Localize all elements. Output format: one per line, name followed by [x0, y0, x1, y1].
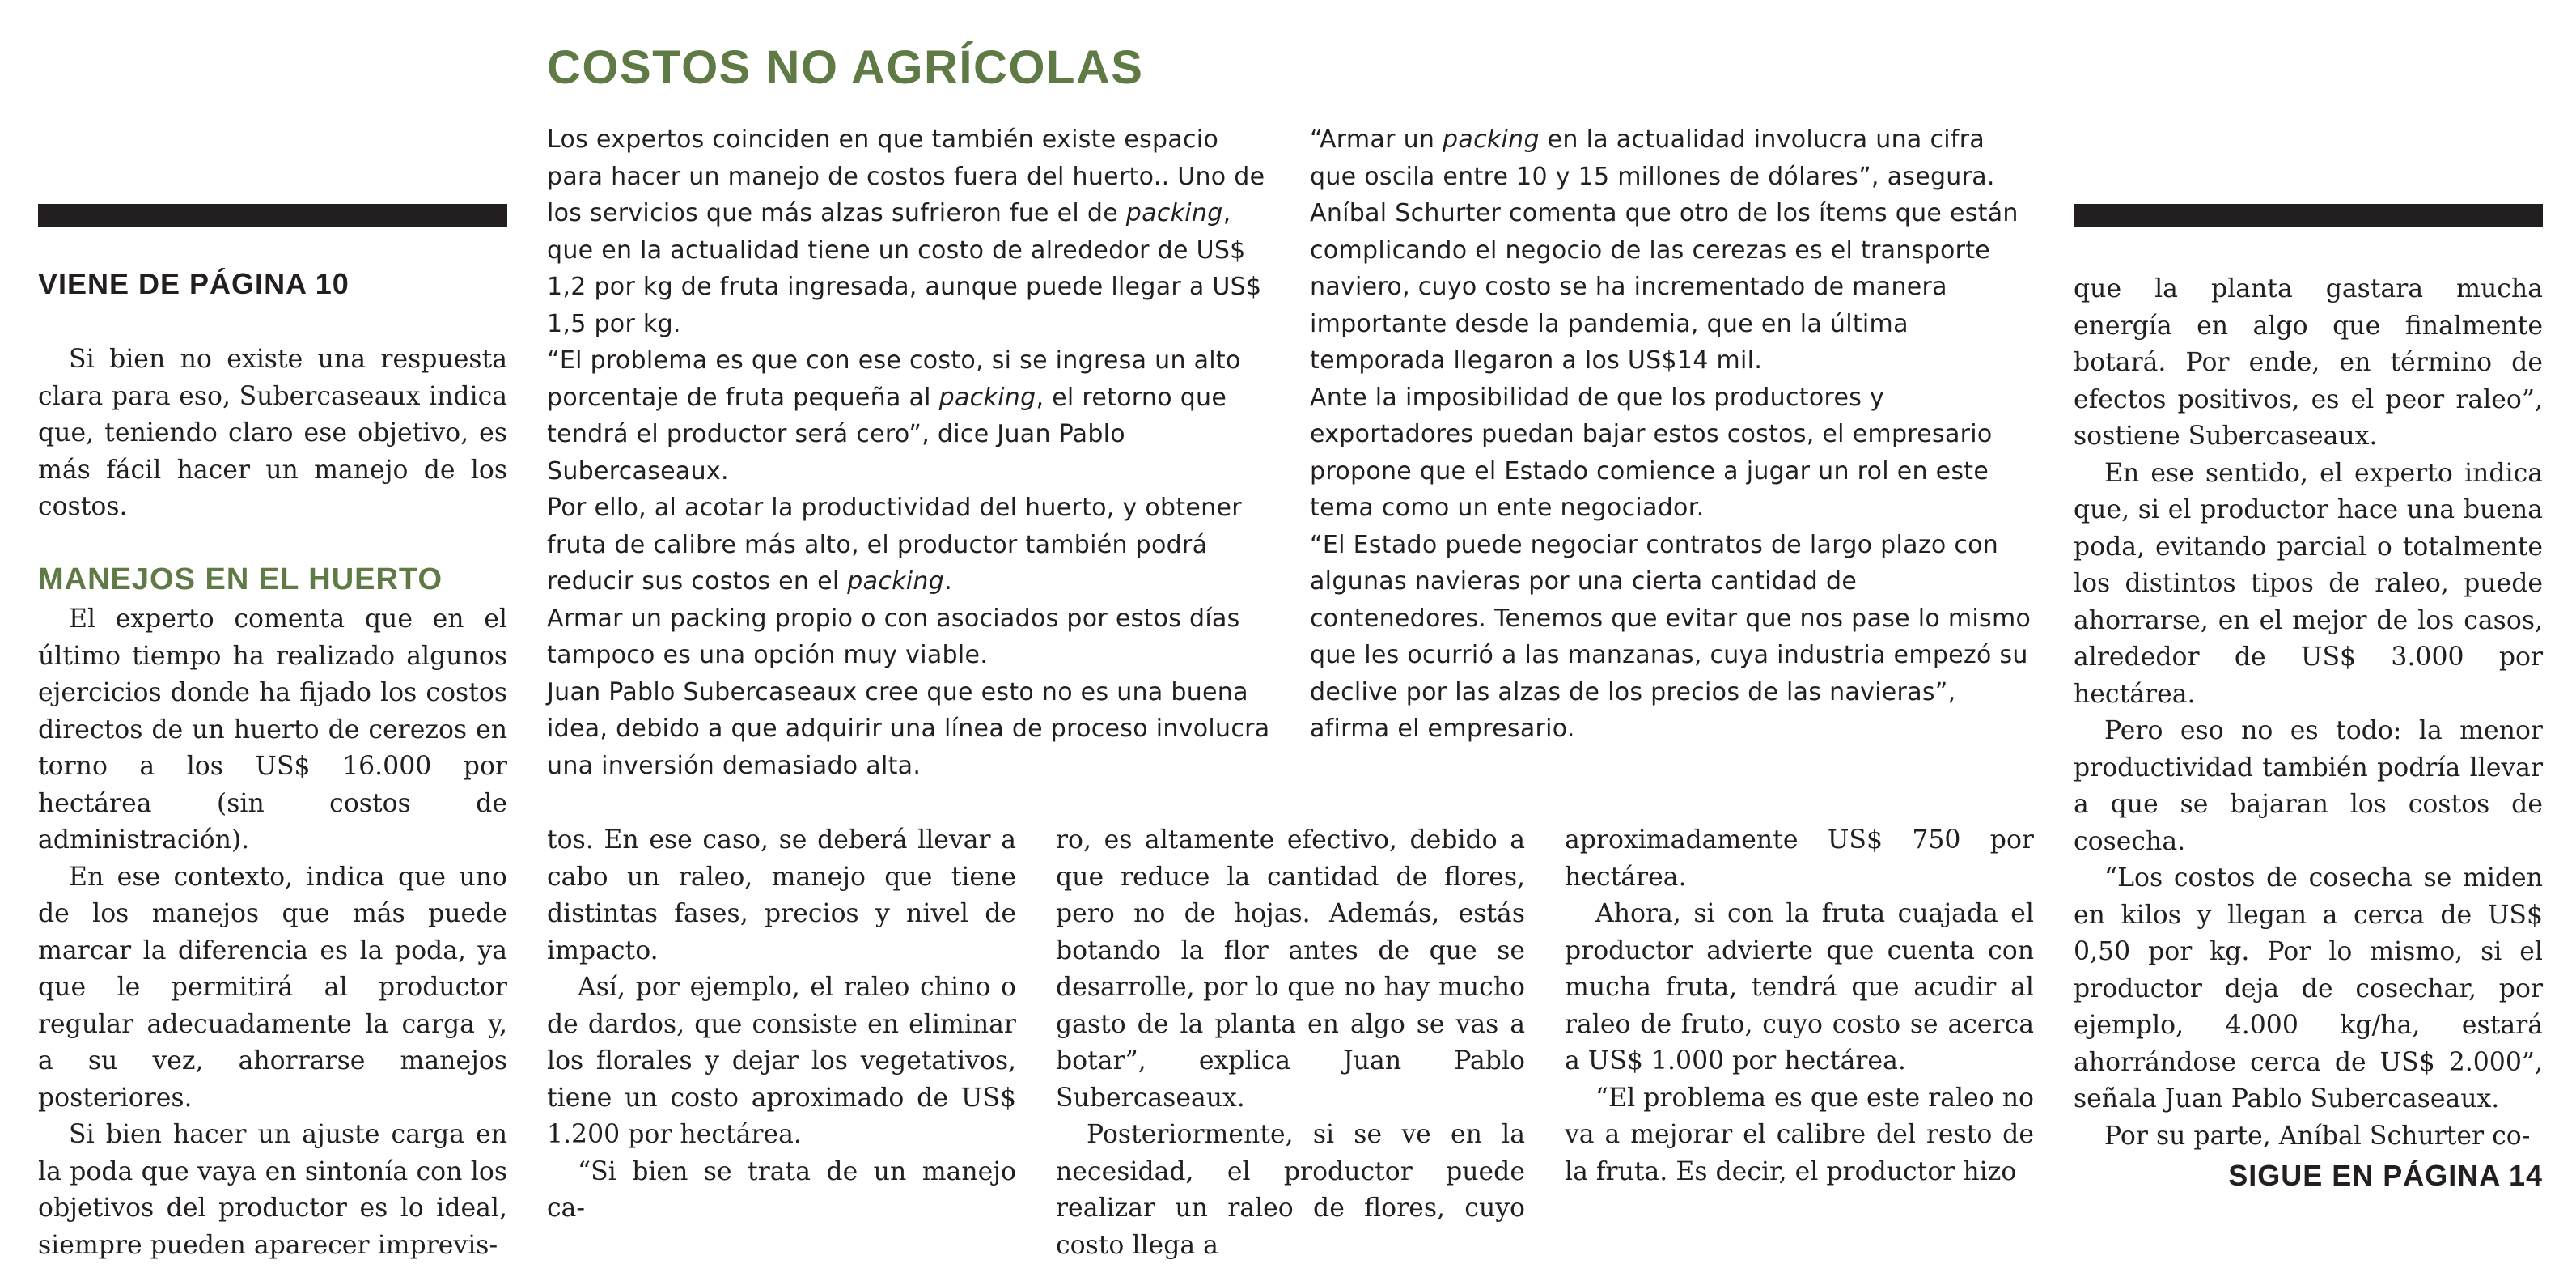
left-paragraph-3: Si bien hacer un ajuste carga en la poda que vaya en sintonía con los objetivos del productor es lo ideal, siempre pueden aparecer imprevis- — [38, 1120, 507, 1260]
right-paragraph-2: En ese sentido, el experto indica que, si el productor hace una buena poda, evitando parcial o totalmente los distintos tipos de raleo, puede ahorrarse, en el mejor de los casos, alrededor de US$ 3.000 por hectárea. — [2074, 458, 2543, 709]
right-paragraph-1: que la planta gastara mucha energía en algo que finalmente botará. Por ende, en término de efectos positivos, es el peor raleo”, sostiene Subercaseaux. — [2074, 274, 2543, 451]
sidebar-col2-paragraph-2: Aníbal Schurter comenta que otro de los ítems que están complicando el negocio de las cerezas es el transporte naviero, cuyo costo se ha incrementado de manera importante desde la pandemia, que en la última temporada llegaron a los US$14 mil. — [1310, 199, 2019, 375]
body-column-3 — [1056, 822, 1525, 1264]
left-intro-column — [38, 341, 507, 526]
sidebar-col2-paragraph-3: Ante la imposibilidad de que los productores y exportadores puedan bajar estos costos, el empresario propone que el Estado comience a jugar un rol en este tema como un ente negociador. — [1310, 383, 1993, 522]
sidebar-col2-paragraph-4: “El Estado puede negociar contratos de largo plazo con algunas navieras por una cierta cantidad de contenedores. Tenemos que evitar que nos pase lo mismo que les ocurrió a las manzanas, cuya industria empezó su declive por las alzas de los precios de las navieras”, afirma el empresario. — [1310, 530, 2032, 743]
right-paragraph-4: “Los costos de cosecha se miden en kilos y llegan a cerca de US$ 0,50 por kg. Por lo mismo, si el productor deja de cosechar, por ejemplo, 4.000 kg/ha, estará ahorrándose cerca de US$ 2.000”, señala Juan Pablo Subercaseaux. — [2074, 863, 2543, 1113]
sidebar-col1-paragraph-3: Por ello, al acotar la productividad del huerto, y obtener fruta de calibre más alto, el productor también podrá reducir sus costos en el packing. — [547, 494, 1242, 596]
body-col3-paragraph-1: ro, es altamente efectivo, debido a que reduce la cantidad de flores, pero no de hojas. Además, estás botando la flor antes de que se desarrolle, por lo que no hay mucho gasto de la planta en algo se vas a botar”, explica Juan Pablo Subercaseaux. — [1056, 825, 1525, 1113]
sidebar-title: COSTOS NO AGRÍCOLAS — [547, 41, 1144, 94]
right-body-column — [2074, 271, 2543, 1155]
right-divider-bar — [2074, 204, 2543, 227]
sidebar-col2-paragraph-1: “Armar un packing en la actualidad involucra una cifra que oscila entre 10 y 15 millones de dólares”, asegura. — [1310, 125, 1995, 191]
sidebar-col1-paragraph-1: Los expertos coinciden en que también existe espacio para hacer un manejo de costos fuera del huerto.. Uno de los servicios que más alzas sufrieron fue el de packing, que en la actualidad tiene un costo de alrededor de US$ 1,2 por kg de fruta ingresada, aunque puede llegar a US$ 1,5 por kg. — [547, 125, 1265, 338]
section-heading-manejos: MANEJOS EN EL HUERTO — [38, 562, 443, 596]
body-col2-paragraph-2: Así, por ejemplo, el raleo chino o de dardos, que consiste en eliminar los florales y dejar los vegetativos, tiene un costo aproximado de US$ 1.200 por hectárea. — [547, 973, 1016, 1149]
left-body-column — [38, 601, 507, 1264]
sidebar-col1-paragraph-2: “El problema es que con ese costo, si se ingresa un alto porcentaje de fruta pequeña al packing, el retorno que tendrá el productor será cero”, dice Juan Pablo Subercaseaux. — [547, 346, 1241, 486]
body-col3-paragraph-2: Posteriormente, si se ve en la necesidad, el productor puede realizar un raleo de flores, cuyo costo llega a — [1056, 1120, 1525, 1260]
sidebar-column-2 — [1310, 121, 2038, 748]
body-col4-paragraph-2: Ahora, si con la fruta cuajada el productor advierte que cuenta con mucha fruta, tendrá que acudir al raleo de fruto, cuyo costo se acerca a US$ 1.000 por hectárea. — [1565, 899, 2034, 1075]
left-intro-paragraph: Si bien no existe una respuesta clara para eso, Subercaseaux indica que, teniendo claro ese objetivo, es más fácil hacer un manejo de los costos. — [38, 345, 507, 521]
left-paragraph-1: El experto comenta que en el último tiempo ha realizado algunos ejercicios donde ha fijado los costos directos de un huerto de cerezos en torno a los US$ 16.000 por hectárea (sin costos de administración). — [38, 604, 507, 855]
sidebar-column-1 — [547, 121, 1275, 784]
body-col4-paragraph-1: aproximadamente US$ 750 por hectárea. — [1565, 825, 2034, 892]
continued-from-label: VIENE DE PÁGINA 10 — [38, 267, 350, 300]
right-paragraph-3: Pero eso no es todo: la menor productividad también podría llevar a que se bajaran los costos de cosecha. — [2074, 716, 2543, 856]
body-column-2 — [547, 822, 1016, 1228]
continued-on-label: SIGUE EN PÁGINA 14 — [2228, 1159, 2543, 1192]
left-divider-bar — [38, 204, 507, 227]
body-col2-paragraph-1: tos. En ese caso, se deberá llevar a cabo un raleo, manejo que tiene distintas fases, precios y nivel de impacto. — [547, 825, 1016, 965]
sidebar-col1-paragraph-5: Juan Pablo Subercaseaux cree que esto no es una buena idea, debido a que adquirir una línea de proceso involucra una inversión demasiado alta. — [547, 677, 1270, 780]
sidebar-col1-paragraph-4: Armar un packing propio o con asociados por estos días tampoco es una opción muy viable. — [547, 604, 1240, 669]
body-col2-paragraph-3: “Si bien se trata de un manejo ca- — [547, 1156, 1016, 1223]
left-paragraph-2: En ese contexto, indica que uno de los manejos que más puede marcar la diferencia es la poda, ya que le permitirá al productor regular adecuadamente la carga y, a su vez, ahorrarse manejos posteriores. — [38, 862, 507, 1113]
body-col4-paragraph-3: “El problema es que este raleo no va a mejorar el calibre del resto de la fruta. Es decir, el productor hizo — [1565, 1083, 2034, 1186]
body-column-4 — [1565, 822, 2034, 1190]
right-paragraph-5: Por su parte, Aníbal Schurter co- — [2104, 1121, 2531, 1151]
